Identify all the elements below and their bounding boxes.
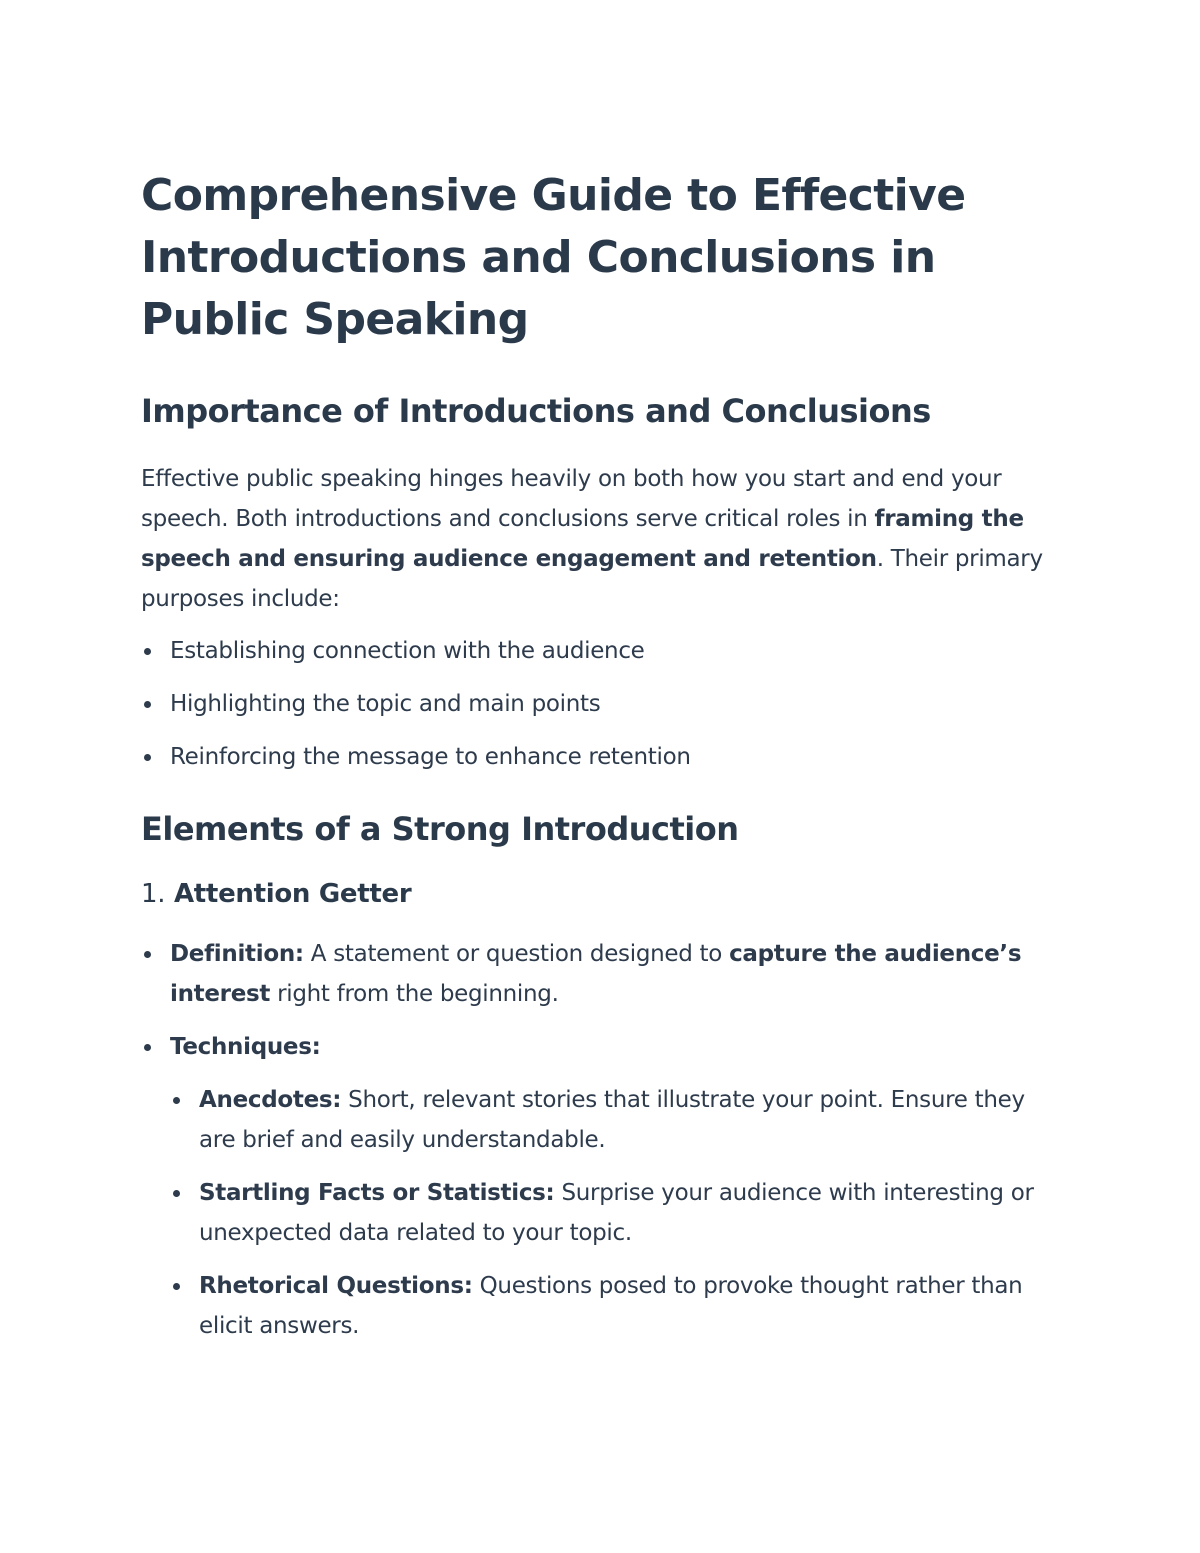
- technique-text: Short, relevant stories that illustrate your point. Ensure they are brief and easily understandable.: [199, 1087, 1025, 1153]
- technique-label: Rhetorical Questions:: [199, 1273, 473, 1299]
- page-title: Comprehensive Guide to Effective Introductions and Conclusions in Public Speaking: [141, 170, 966, 345]
- importance-paragraph: [141, 459, 1061, 619]
- list-item: Highlighting the topic and main points: [141, 684, 1061, 724]
- definition-item: [141, 934, 1061, 1014]
- subsection-title: Attention Getter: [173, 879, 412, 909]
- techniques-label: Techniques:: [170, 1034, 321, 1060]
- technique-text: Questions posed to provoke thought rather than elicit answers.: [199, 1273, 1023, 1339]
- paragraph-text-start: Effective public speaking hinges heavily on both how you start and end your speech. Both introductions and conclusions serve critical roles in: [141, 466, 1002, 532]
- purposes-list: [141, 631, 1061, 777]
- technique-label: Anecdotes:: [199, 1087, 342, 1113]
- technique-item: [170, 1173, 1061, 1253]
- document-page: [141, 165, 1061, 1346]
- paragraph-text-end: . Their primary purposes include:: [141, 546, 1043, 612]
- section-heading-strong-introduction: Elements of a Strong Introduction: [141, 810, 739, 848]
- technique-text: Surprise your audience with interesting or unexpected data related to your topic.: [199, 1180, 1034, 1246]
- techniques-item: [141, 1027, 1061, 1346]
- technique-item: [170, 1080, 1061, 1160]
- attention-getter-list: [141, 934, 1061, 1346]
- section-heading-importance: Importance of Introductions and Conclusions: [141, 392, 931, 430]
- subsection-heading-attention-getter: [141, 876, 1061, 912]
- definition-text: A statement or question designed to: [303, 941, 730, 967]
- paragraph-bold-text: framing the speech and ensuring audience engagement and retention: [141, 506, 1024, 572]
- definition-bold-text: capture the audience’s interest: [170, 941, 1022, 1007]
- definition-label: Definition:: [170, 941, 304, 967]
- technique-item: [170, 1266, 1061, 1346]
- technique-label: Startling Facts or Statistics:: [199, 1180, 555, 1206]
- list-item: Establishing connection with the audience: [141, 631, 1061, 671]
- definition-text-end: right from the beginning.: [270, 981, 559, 1007]
- list-item: Reinforcing the message to enhance retention: [141, 737, 1061, 777]
- subsection-number: 1.: [141, 879, 166, 909]
- techniques-list: [170, 1080, 1061, 1346]
